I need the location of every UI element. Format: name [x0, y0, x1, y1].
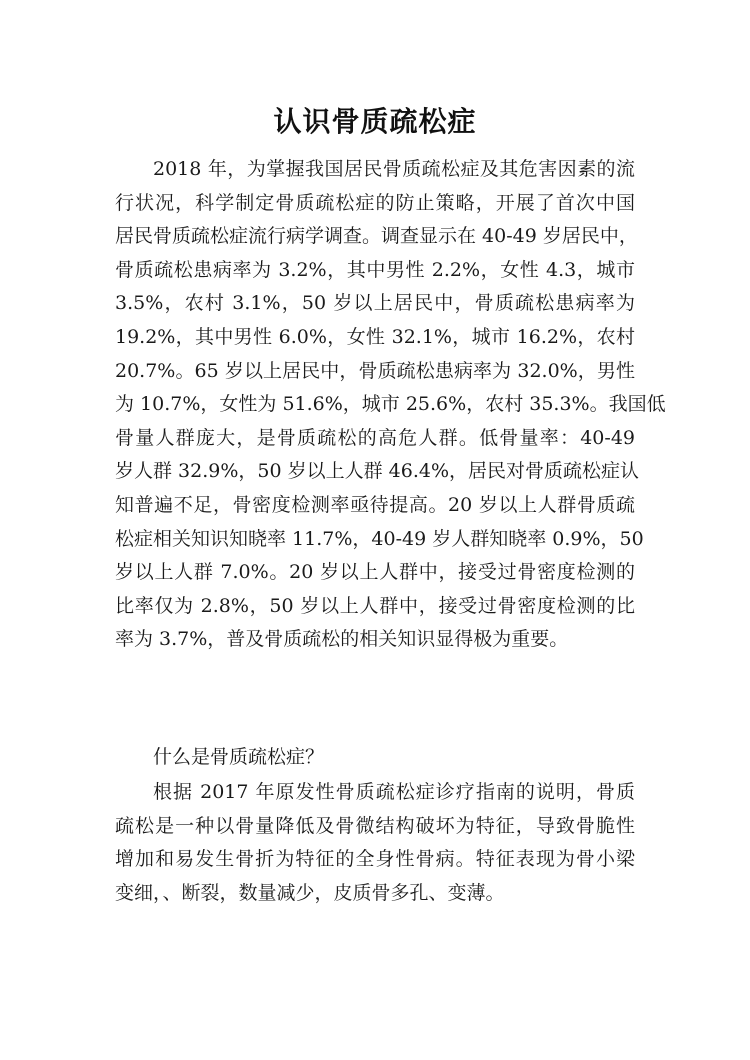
paragraph-line: 岁人群 32.9%，50 岁以上人群 46.4%，居民对骨质疏松症认 [115, 460, 640, 483]
document-title: 认识骨质疏松症 [273, 105, 477, 138]
paragraph-line: 20.7%。65 岁以上居民中，骨质疏松患病率为 32.0%，男性 [115, 359, 635, 382]
question-heading: 什么是骨质疏松症？ [153, 746, 325, 768]
paragraph-line: 率为 3.7%，普及骨质疏松的相关知识显得极为重要。 [115, 628, 569, 651]
paragraph-line: 增加和易发生骨折为特征的全身性骨病。特征表现为骨小梁 [115, 848, 635, 871]
paragraph-definition [115, 776, 635, 910]
paragraph-line: 3.5%，农村 3.1%，50 岁以上居民中，骨质疏松患病率为 [115, 292, 635, 315]
paragraph-line: 知普遍不足，骨密度检测率亟待提高。20 岁以上人群骨质疏 [115, 493, 635, 516]
section-question [115, 741, 635, 775]
paragraph-line: 行状况，科学制定骨质疏松症的防止策略，开展了首次中国 [115, 191, 635, 214]
paragraph-line: 19.2%，其中男性 6.0%，女性 32.1%，城市 16.2%，农村 [115, 325, 635, 348]
paragraph-line: 骨量人群庞大，是骨质疏松的高危人群。低骨量率：40-49 [115, 426, 635, 449]
paragraph-line: 松症相关知识知晓率 11.7%，40-49 岁人群知晓率 0.9%，50 [115, 527, 644, 550]
paragraph-line: 变细，、断裂，数量减少，皮质骨多孔、变薄。 [115, 881, 505, 904]
paragraph-line: 居民骨质疏松症流行病学调查。调查显示在 40-49 岁居民中， [115, 225, 638, 248]
paragraph-line: 2018 年，为掌握我国居民骨质疏松症及其危害因素的流 [153, 158, 635, 180]
paragraph-line: 疏松是一种以骨量降低及骨微结构破坏为特征，导致骨脆性 [115, 814, 635, 837]
paragraph-prevalence [115, 153, 666, 657]
paragraph-line: 比率仅为 2.8%，50 岁以上人群中，接受过骨密度检测的比 [115, 594, 635, 617]
paragraph-line: 骨质疏松患病率为 3.2%，其中男性 2.2%，女性 4.3，城市 [115, 258, 635, 281]
paragraph-line: 为 10.7%，女性为 51.6%，城市 25.6%，农村 35.3%。我国低 [115, 393, 666, 416]
paragraph-line: 岁以上人群 7.0%。20 岁以上人群中，接受过骨密度检测的 [115, 561, 635, 584]
paragraph-line: 根据 2017 年原发性骨质疏松症诊疗指南的说明，骨质 [153, 781, 635, 803]
